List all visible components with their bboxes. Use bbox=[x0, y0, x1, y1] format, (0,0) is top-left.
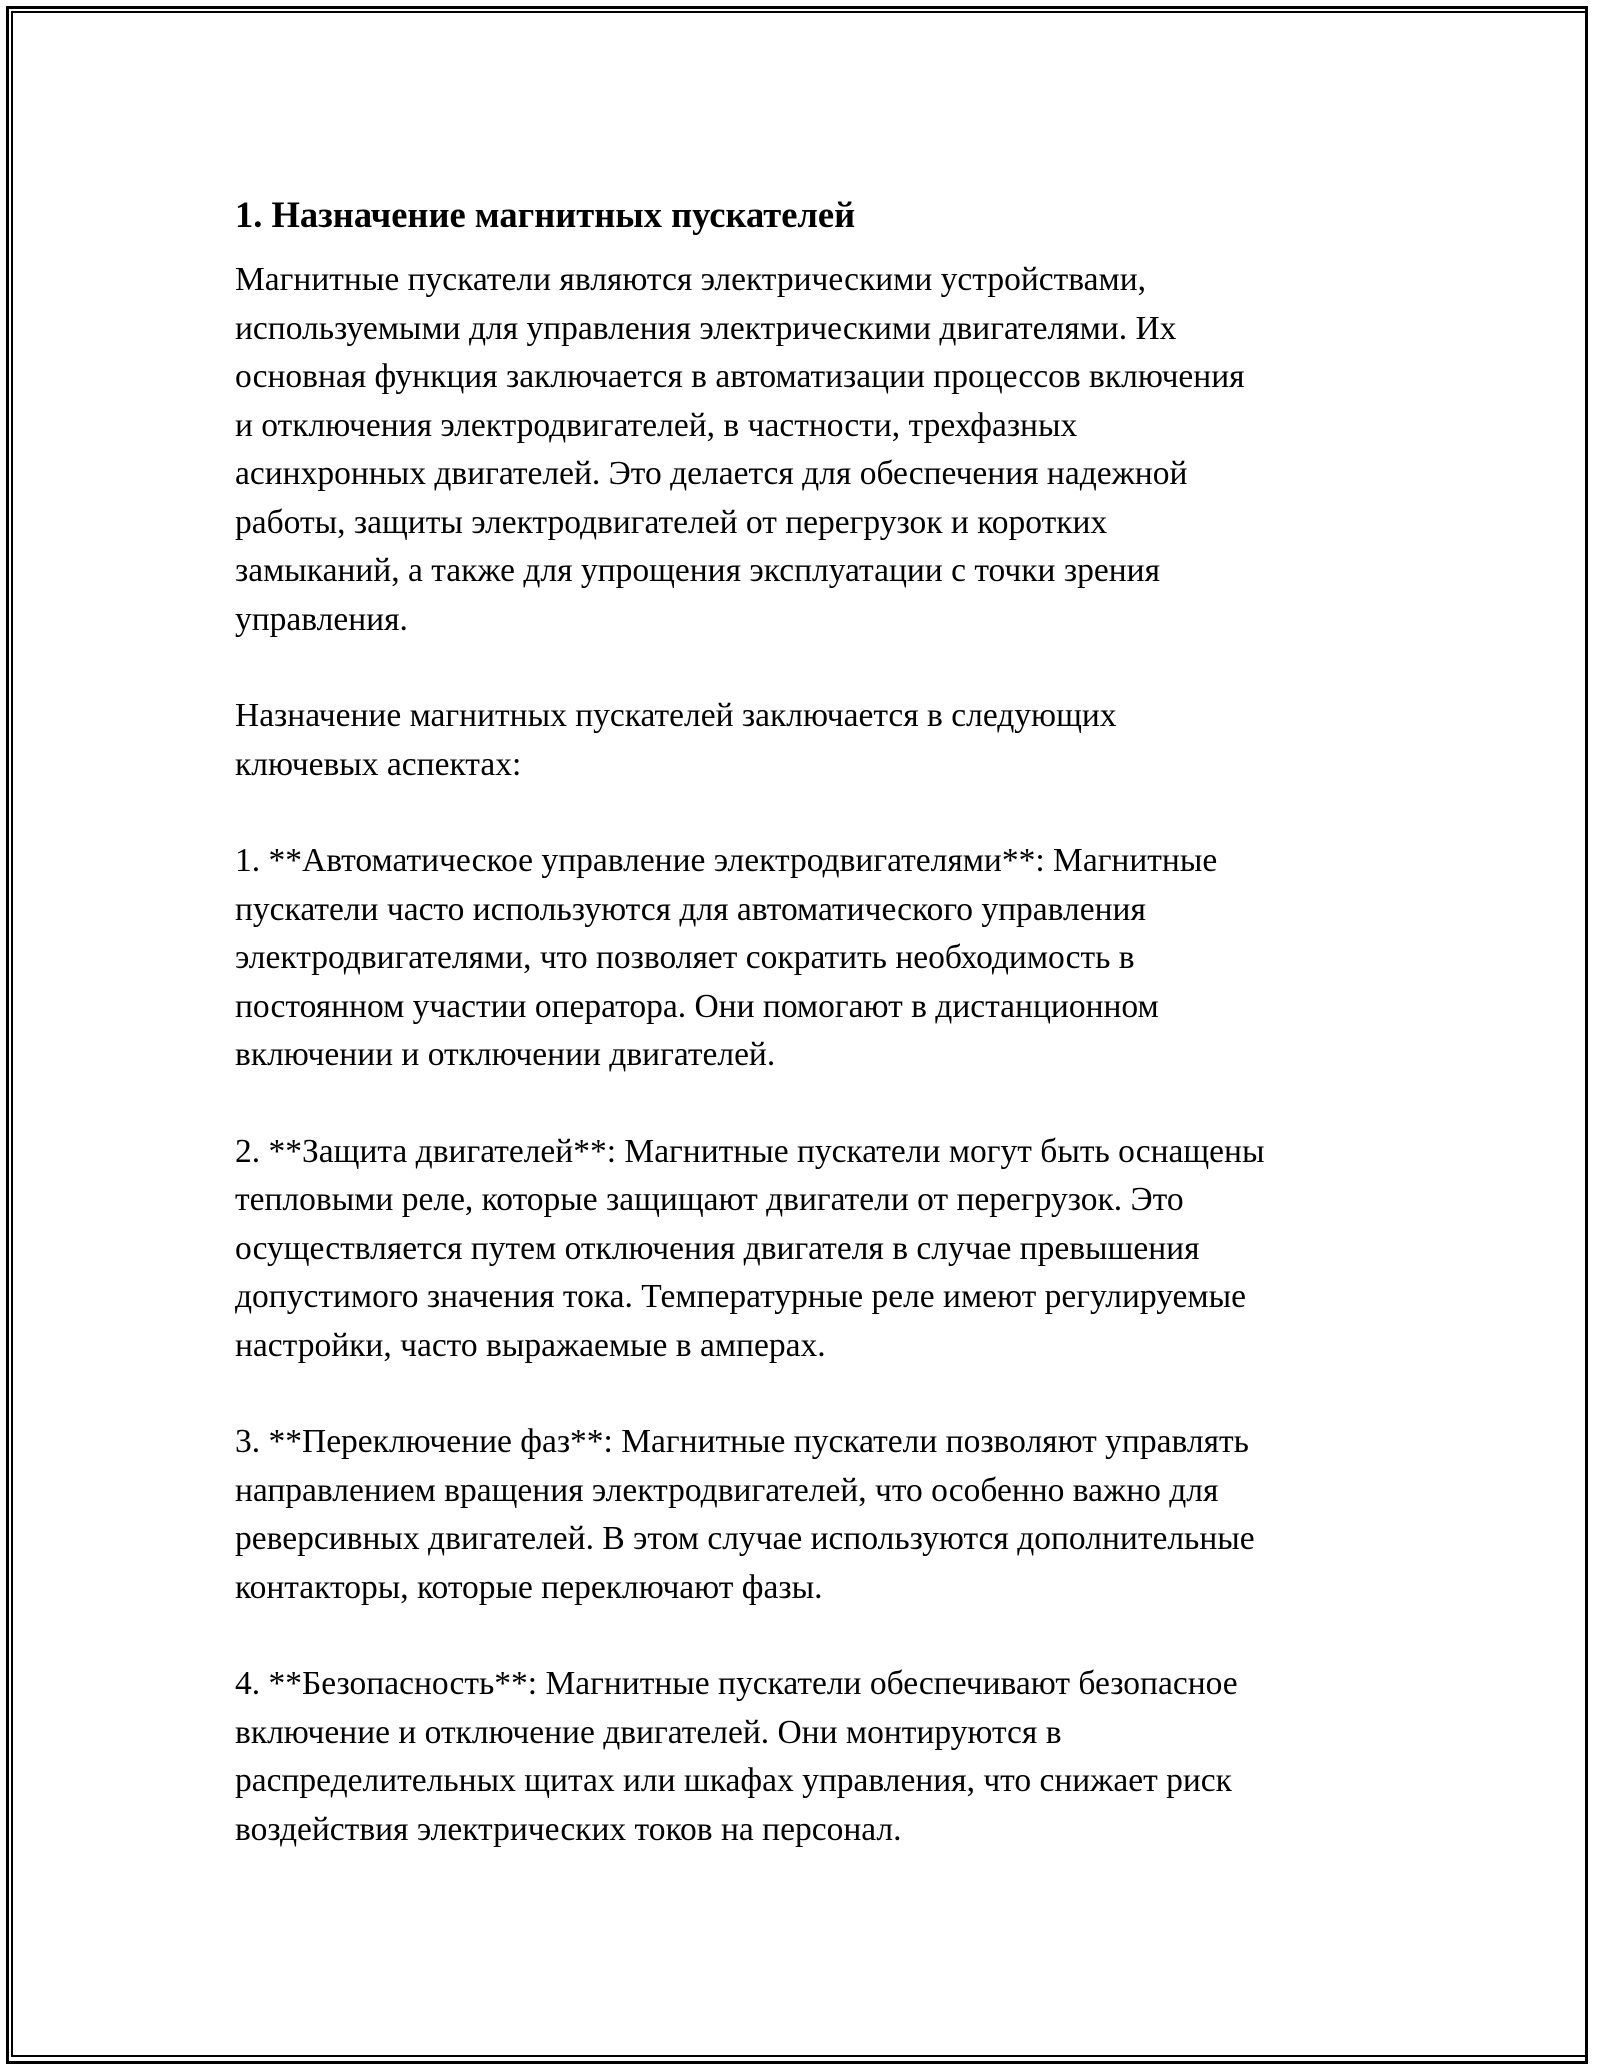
list-item-safety bbox=[235, 1660, 1375, 1854]
text-line: управления. bbox=[235, 600, 408, 638]
text-line: включении и отключении двигателей. bbox=[235, 1036, 776, 1073]
text-line: 1. **Автоматическое управление электродвигателями**: Магнитные bbox=[235, 842, 1218, 879]
text-line: реверсивных двигателей. В этом случае используются дополнительные bbox=[235, 1520, 1255, 1557]
list-item-motor-protection bbox=[235, 1128, 1375, 1371]
text-line: 4. **Безопасность**: Магнитные пускатели обеспечивают безопасное bbox=[235, 1665, 1238, 1702]
text-line: 2. **Защита двигателей**: Магнитные пускатели могут быть оснащены bbox=[235, 1132, 1265, 1170]
text-line: тепловыми реле, которые защищают двигатели от перегрузок. Это bbox=[235, 1181, 1184, 1218]
text-line: воздействия электрических токов на персонал. bbox=[235, 1810, 902, 1848]
text-line: ключевых аспектах: bbox=[235, 745, 522, 783]
list-item-automatic-control bbox=[235, 837, 1375, 1080]
text-line: направлением вращения электродвигателей, что особенно важно для bbox=[235, 1471, 1219, 1509]
text-line: электродвигателями, что позволяет сократить необходимость в bbox=[235, 939, 1135, 976]
text-line: включение и отключение двигателей. Они монтируются в bbox=[235, 1713, 1062, 1751]
text-line: работы, защиты электродвигателей от перегрузок и коротких bbox=[235, 503, 1108, 541]
text-line: замыканий, а также для упрощения эксплуатации с точки зрения bbox=[235, 552, 1160, 589]
document-body bbox=[235, 190, 1375, 1902]
text-line: допустимого значения тока. Температурные реле имеют регулируемые bbox=[235, 1278, 1246, 1315]
text-line: асинхронных двигателей. Это делается для обеспечения надежной bbox=[235, 455, 1188, 492]
aspects-intro-paragraph bbox=[235, 692, 1375, 789]
text-line: Магнитные пускатели являются электрическими устройствами, bbox=[235, 261, 1147, 298]
text-line: контакторы, которые переключают фазы. bbox=[235, 1568, 823, 1606]
intro-paragraph bbox=[235, 256, 1375, 644]
text-line: и отключения электродвигателей, в частности, трехфазных bbox=[235, 406, 1078, 444]
text-line: Назначение магнитных пускателей заключается в следующих bbox=[235, 697, 1117, 734]
text-line: осуществляется путем отключения двигателя в случае превышения bbox=[235, 1229, 1200, 1267]
text-line: основная функция заключается в автоматизации процессов включения bbox=[235, 358, 1245, 395]
text-line: 3. **Переключение фаз**: Магнитные пускатели позволяют управлять bbox=[235, 1423, 1249, 1460]
text-line: пускатели часто используются для автоматического управления bbox=[235, 890, 1146, 928]
section-heading: 1. Назначение магнитных пускателей bbox=[235, 194, 856, 235]
text-line: настройки, часто выражаемые в амперах. bbox=[235, 1326, 826, 1364]
text-line: используемыми для управления электрическими двигателями. Их bbox=[235, 309, 1177, 347]
list-item-phase-switching bbox=[235, 1418, 1375, 1612]
text-line: распределительных щитах или шкафах управления, что снижает риск bbox=[235, 1762, 1232, 1799]
text-line: постоянном участии оператора. Они помогают в дистанционном bbox=[235, 987, 1159, 1025]
